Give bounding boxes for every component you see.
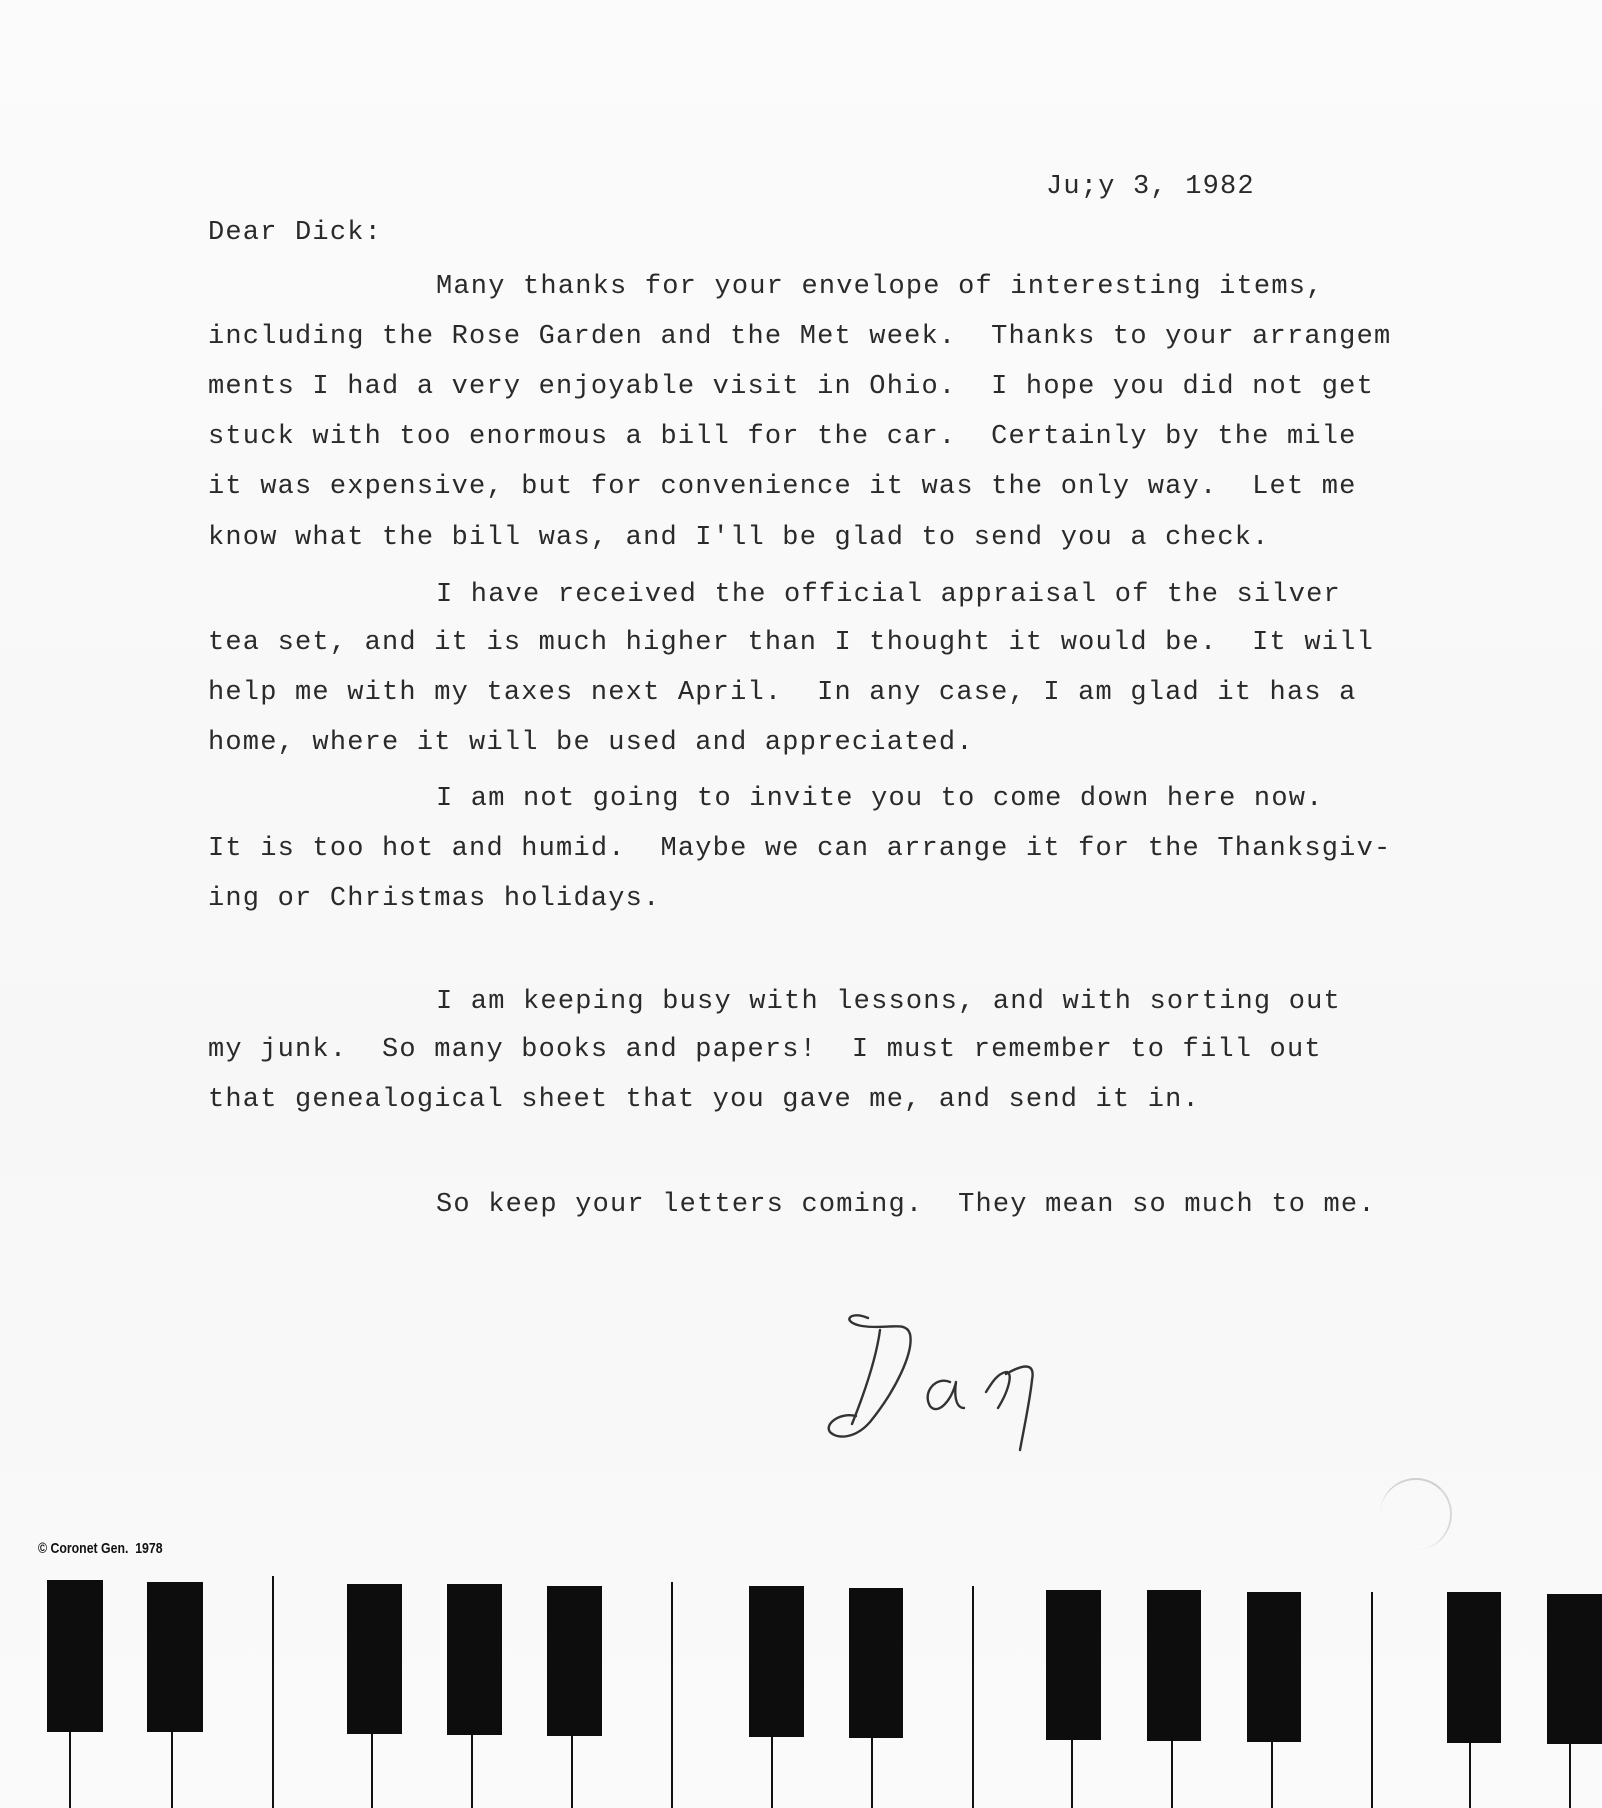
- paragraph-4-line-1: I am keeping busy with lessons, and with sorting out: [436, 987, 1341, 1017]
- paragraph-1-line-2: including the Rose Garden and the Met week. Thanks to your arrangem: [208, 322, 1392, 352]
- closing-line: So keep your letters coming. They mean so much to me.: [436, 1190, 1376, 1220]
- salutation: Dear Dick:: [208, 218, 383, 248]
- paragraph-3-line-1: I am not going to invite you to come down here now.: [436, 784, 1324, 814]
- paragraph-2-line-3: help me with my taxes next April. In any case, I am glad it has a: [208, 678, 1357, 708]
- paragraph-4-line-3: that genealogical sheet that you gave me, and send it in.: [208, 1085, 1200, 1115]
- piano-keyboard-decoration: [0, 1570, 1602, 1808]
- black-keys: [47, 1580, 1602, 1744]
- punch-hole: [1380, 1478, 1452, 1550]
- paragraph-1-line-1: Many thanks for your envelope of interesting items,: [436, 272, 1324, 302]
- letter-date: Ju;y 3, 1982: [1046, 172, 1255, 202]
- paragraph-4-line-2: my junk. So many books and papers! I must remember to fill out: [208, 1035, 1322, 1065]
- white-key-dividers: [70, 1576, 1570, 1808]
- paragraph-1-line-5: it was expensive, but for convenience it was the only way. Let me: [208, 472, 1357, 502]
- handwritten-signature: [810, 1300, 1090, 1460]
- paragraph-1-line-4: stuck with too enormous a bill for the car. Certainly by the mile: [208, 422, 1357, 452]
- paragraph-2-line-4: home, where it will be used and appreciated.: [208, 728, 974, 758]
- paragraph-3-line-2: It is too hot and humid. Maybe we can arrange it for the Thanksgiv-: [208, 834, 1392, 864]
- paragraph-1-line-3: ments I had a very enjoyable visit in Ohio. I hope you did not get: [208, 372, 1374, 402]
- paragraph-2-line-2: tea set, and it is much higher than I thought it would be. It will: [208, 628, 1374, 658]
- copyright-notice: © Coronet Gen. 1978: [38, 1540, 163, 1557]
- paragraph-3-line-3: ing or Christmas holidays.: [208, 884, 661, 914]
- paragraph-2-line-1: I have received the official appraisal of the silver: [436, 580, 1341, 610]
- paragraph-1-line-6: know what the bill was, and I'll be glad to send you a check.: [208, 523, 1270, 553]
